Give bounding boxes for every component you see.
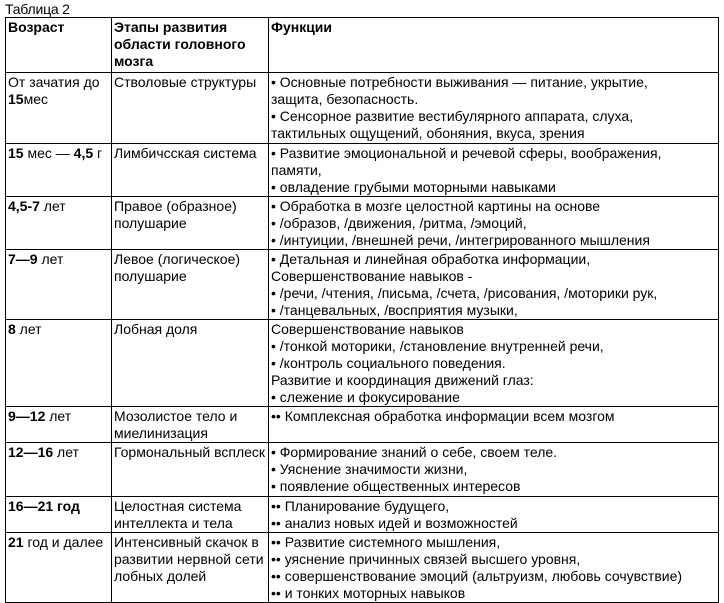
- functions-cell: [269, 497, 719, 533]
- age-cell: [6, 73, 112, 144]
- function-line: • овладение грубыми моторными навыками: [271, 179, 556, 195]
- function-line: • Детальная и линейная обработка информации,: [271, 251, 591, 267]
- stage-cell: Целостная система интеллекта и тела: [112, 497, 269, 533]
- age-value-text: лет: [53, 444, 79, 460]
- age-value-text: мес —: [23, 145, 74, 161]
- age-value-bold: 8: [8, 321, 16, 337]
- function-line: • Формирование знаний о себе, своем теле.: [271, 444, 558, 460]
- function-line: •• уяснение причинных связей высшего уровня,: [271, 551, 581, 567]
- age-cell: [6, 407, 112, 443]
- function-line: • /образов, /движения, /ритма, /эмоций,: [271, 215, 527, 231]
- function-line: • Уяснение значимости жизни,: [271, 461, 468, 477]
- age-value-bold: 21: [8, 534, 24, 550]
- function-line: •• Планирование будущего,: [271, 498, 450, 514]
- table-row: [6, 73, 719, 144]
- table-row: [6, 144, 719, 197]
- functions-cell: [269, 73, 719, 144]
- function-line: Развитие и координация движений глаз:: [271, 372, 534, 388]
- age-value-text: год и далее: [23, 534, 104, 550]
- functions-cell: [269, 144, 719, 197]
- function-line: • /танцевальных, /восприятия музыки,: [271, 302, 518, 318]
- table-row: [6, 250, 719, 320]
- age-cell: [6, 197, 112, 250]
- function-line: •• Комплексная обработка информации всем мозгом: [271, 408, 615, 424]
- age-value-text: лет: [45, 408, 72, 424]
- function-line: • /речи, /чтения, /письма, /счета, /рисования, /моторики рук,: [271, 285, 658, 301]
- age-value-bold: 9—12: [8, 408, 46, 424]
- age-value-bold: 15: [8, 91, 24, 107]
- stage-cell: Лимбичсская система: [112, 144, 269, 197]
- function-line: тактильных ощущений, обоняния, вкуса, зрения: [271, 125, 585, 141]
- age-value-text: лет: [15, 321, 42, 337]
- function-line: Совершенствование навыков: [271, 321, 464, 337]
- age-cell: [6, 443, 112, 497]
- functions-cell: [269, 443, 719, 497]
- age-value-text: г: [93, 145, 103, 161]
- function-line: • /интуиции, /внешней речи, /интегрированного мышления: [271, 232, 650, 248]
- age-value-bold: 15: [8, 145, 24, 161]
- table-row: [6, 197, 719, 250]
- function-line: • /контроль социального поведения.: [271, 355, 506, 371]
- functions-cell: [269, 197, 719, 250]
- function-line: • Основные потребности выживания — питание, укрытие,: [271, 74, 648, 90]
- header-age: Возраст: [6, 18, 112, 73]
- stage-cell: Мозолистое тело и миелинизация: [112, 407, 269, 443]
- table-caption: Таблица 2: [5, 1, 70, 17]
- table-row: [6, 497, 719, 533]
- age-cell: [6, 497, 112, 533]
- table-row: [6, 443, 719, 497]
- function-line: защита, безопасность.: [271, 91, 419, 107]
- age-value-text: лет: [37, 251, 64, 267]
- age-value-bold: 16—21 год: [8, 498, 80, 514]
- function-line: • появление общественных интересов: [271, 478, 521, 494]
- table-row: [6, 533, 719, 603]
- stage-cell: Интенсивный скачок в развитии нервной сети лобных долей: [112, 533, 269, 603]
- functions-cell: [269, 320, 719, 407]
- function-line: •• анализ новых идей и возможностей: [271, 515, 518, 531]
- age-value-bold: 7—9: [8, 251, 38, 267]
- function-line: • Обработка в мозге целостной картины на основе: [271, 198, 601, 214]
- header-functions: Функции: [269, 18, 719, 73]
- age-cell: [6, 533, 112, 603]
- age-cell: [6, 250, 112, 320]
- age-value-text: лет: [39, 198, 66, 214]
- functions-cell: [269, 533, 719, 603]
- age-value-bold: 12—16: [8, 444, 54, 460]
- function-line: Совершенствование навыков -: [271, 268, 473, 284]
- age-cell: [6, 320, 112, 407]
- age-value-bold: 4,5-7: [8, 198, 40, 214]
- age-value-text: мес: [23, 91, 48, 107]
- age-cell: [6, 144, 112, 197]
- stage-cell: Правое (образное) полушарие: [112, 197, 269, 250]
- functions-cell: [269, 250, 719, 320]
- stage-cell: Лобная доля: [112, 320, 269, 407]
- function-line: • Сенсорное развитие вестибулярного аппарата, слуха,: [271, 108, 634, 124]
- table-row: [6, 407, 719, 443]
- function-line: •• совершенствование эмоций (альтруизм, любовь сочувствие): [271, 568, 683, 584]
- brain-development-table: [5, 17, 719, 603]
- function-line: памяти,: [271, 162, 322, 178]
- age-value-text: От зачатия до: [8, 74, 100, 90]
- function-line: • Развитие эмоциональной и речевой сферы, воображения,: [271, 145, 662, 161]
- stage-cell: Стволовые структуры: [112, 73, 269, 144]
- stage-cell: Гормональный всплеск: [112, 443, 269, 497]
- table-header-row: [6, 18, 719, 73]
- function-line: • слежение и фокусирование: [271, 389, 460, 405]
- function-line: •• Развитие системного мышления,: [271, 534, 501, 550]
- function-line: • /тонкой моторики, /становление внутренней речи,: [271, 338, 604, 354]
- header-stage: Этапы развития области головного мозга: [112, 18, 269, 73]
- function-line: •• и тонких моторных навыков: [271, 585, 466, 601]
- age-value-bold: 4,5: [73, 145, 94, 161]
- functions-cell: [269, 407, 719, 443]
- stage-cell: Левое (логическое) полушарие: [112, 250, 269, 320]
- table-row: [6, 320, 719, 407]
